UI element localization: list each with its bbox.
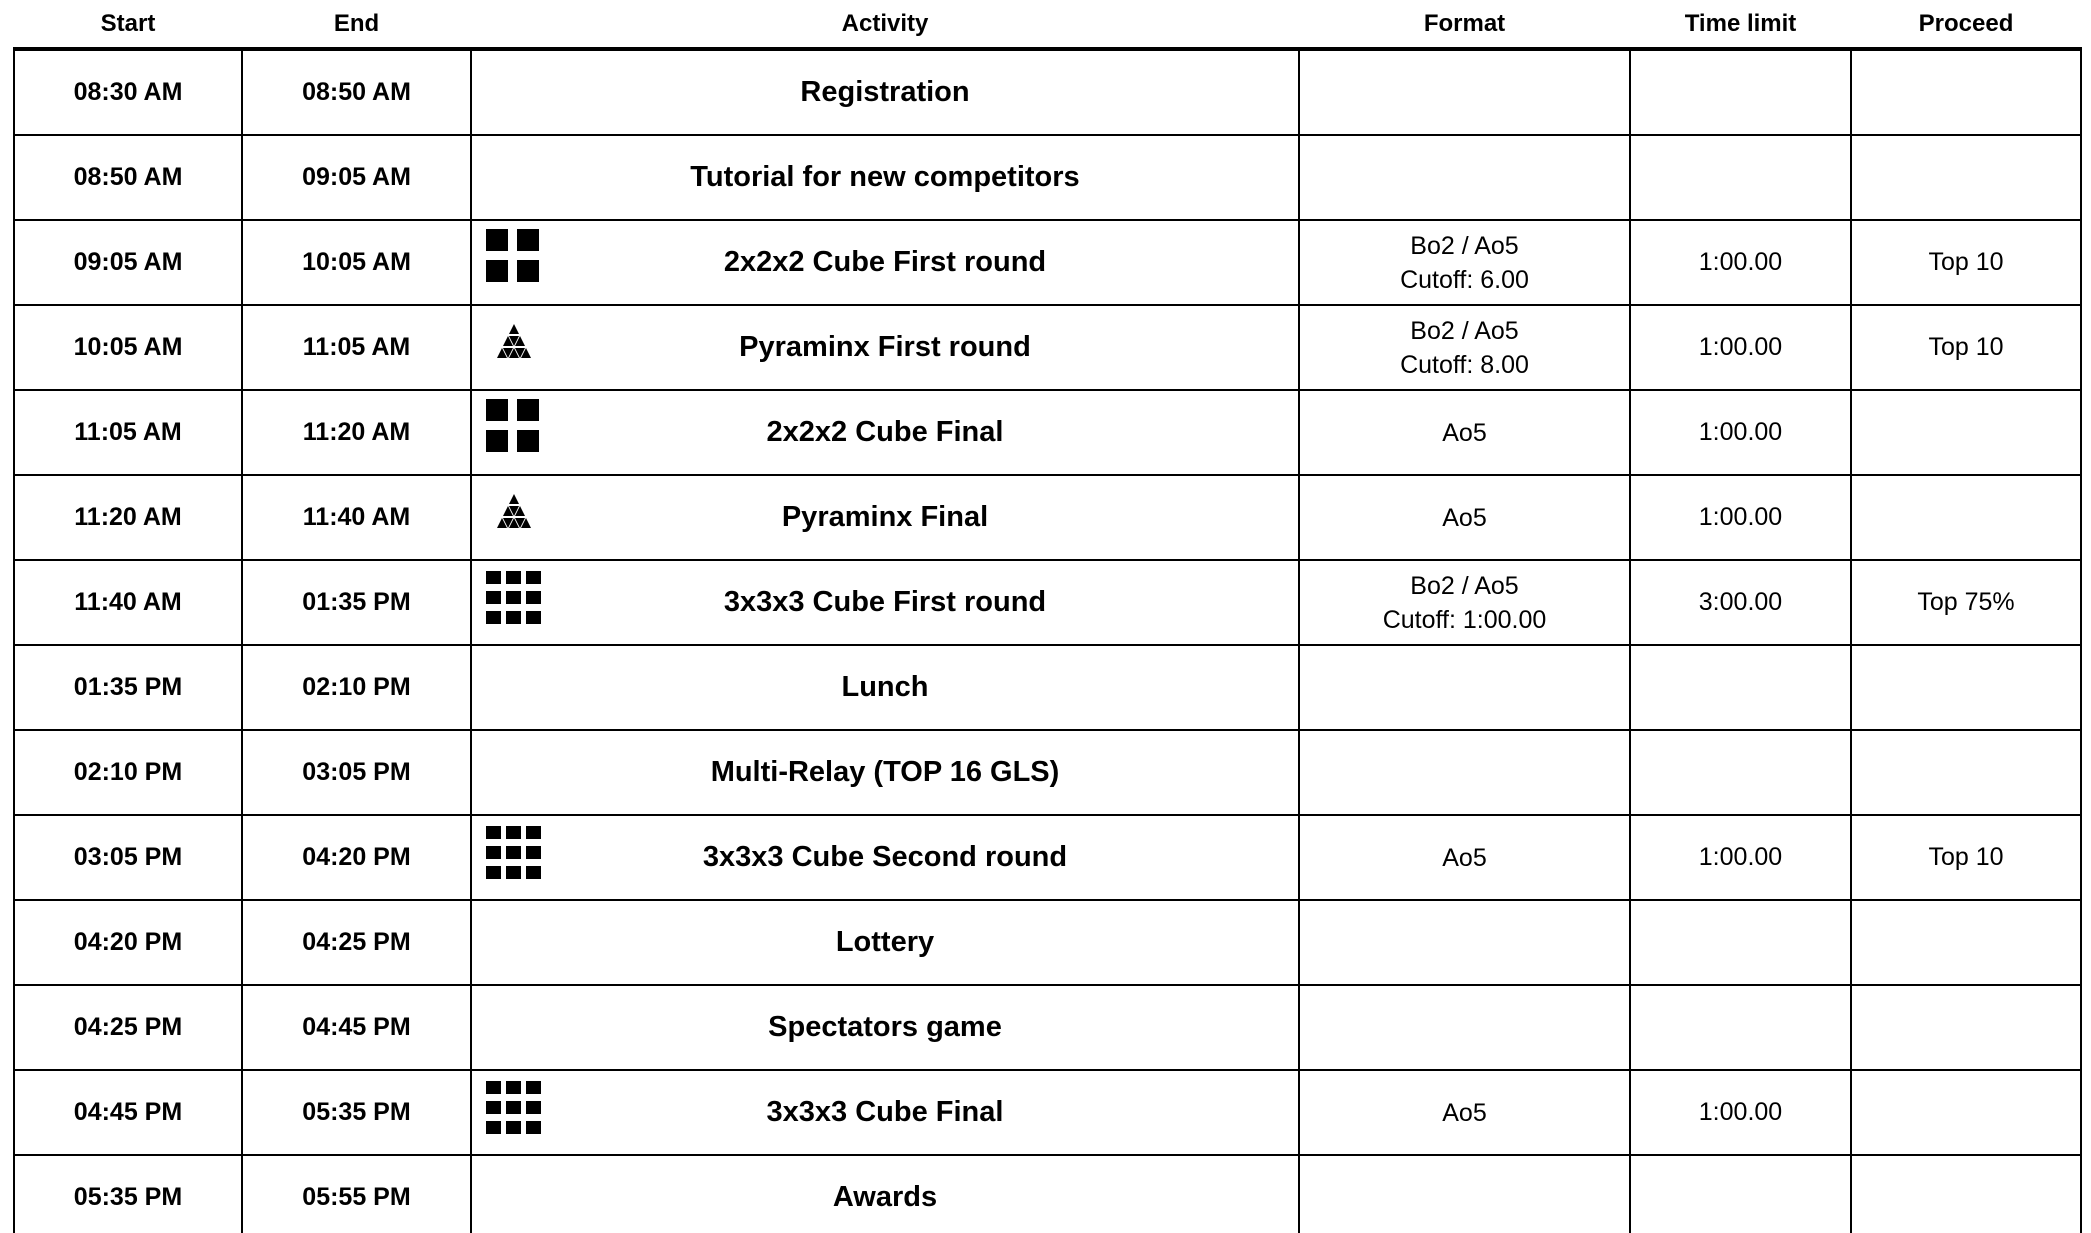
cube-sticker [486, 1121, 501, 1134]
cutoff-line: Cutoff: 6.00 [1400, 265, 1529, 294]
header-proceed: Proceed [1851, 0, 2081, 49]
cube-sticker [506, 1081, 521, 1094]
cube-sticker [526, 1081, 541, 1094]
activity-cell [471, 815, 1299, 900]
activity-cell [471, 390, 1299, 475]
end-time-cell: 08:50 AM [242, 49, 471, 135]
cube-sticker [486, 846, 501, 859]
schedule-table [13, 0, 2082, 1233]
cube-sticker [486, 571, 501, 584]
cube-3x3-icon [486, 1079, 546, 1145]
table-row [14, 135, 2081, 220]
proceed-cell: Top 75% [1851, 560, 2081, 645]
activity-cell [471, 645, 1299, 730]
cube-2x2-icon [486, 229, 542, 293]
format-cell [1299, 305, 1630, 390]
cube-sticker [486, 229, 508, 251]
start-time-cell: 03:05 PM [14, 815, 242, 900]
table-row [14, 49, 2081, 135]
cube-sticker [526, 846, 541, 859]
proceed-cell [1851, 1070, 2081, 1155]
proceed-cell [1851, 135, 2081, 220]
end-time-cell: 01:35 PM [242, 560, 471, 645]
proceed-cell [1851, 49, 2081, 135]
time-limit-cell: 1:00.00 [1630, 475, 1851, 560]
activity-name: 3x3x3 Cube Second round [702, 841, 1068, 873]
proceed-cell: Top 10 [1851, 305, 2081, 390]
format-line: Bo2 / Ao5 [1410, 316, 1519, 345]
proceed-cell: Top 10 [1851, 815, 2081, 900]
time-limit-cell: 1:00.00 [1630, 390, 1851, 475]
table-row [14, 815, 2081, 900]
cube-sticker [486, 399, 508, 421]
cutoff-line: Cutoff: 1:00.00 [1382, 605, 1547, 634]
cube-sticker [506, 591, 521, 604]
format-cell [1299, 135, 1630, 220]
start-time-cell: 04:20 PM [14, 900, 242, 985]
header-format: Format [1299, 0, 1630, 49]
cube-sticker [486, 611, 501, 624]
end-time-cell: 04:25 PM [242, 900, 471, 985]
end-time-cell: 11:20 AM [242, 390, 471, 475]
start-time-cell: 02:10 PM [14, 730, 242, 815]
cube-sticker [526, 611, 541, 624]
pyraminx-icon [486, 484, 542, 548]
proceed-cell [1851, 730, 2081, 815]
table-row [14, 1070, 2081, 1155]
cube-2x2-icon [486, 399, 542, 455]
cube-sticker [526, 1101, 541, 1114]
activity-cell [471, 730, 1299, 815]
format-cell [1299, 475, 1630, 560]
table-row [14, 645, 2081, 730]
end-time-cell: 03:05 PM [242, 730, 471, 815]
cube-sticker [486, 1081, 501, 1094]
end-time-cell: 10:05 AM [242, 220, 471, 305]
cube-sticker [486, 1101, 501, 1114]
cube-sticker [517, 399, 539, 421]
format-cell [1299, 560, 1630, 645]
time-limit-cell: 1:00.00 [1630, 1070, 1851, 1155]
time-limit-cell: 1:00.00 [1630, 815, 1851, 900]
schedule-body [14, 49, 2081, 1233]
table-row [14, 220, 2081, 305]
proceed-cell [1851, 1155, 2081, 1233]
table-row [14, 1155, 2081, 1233]
time-limit-cell: 1:00.00 [1630, 305, 1851, 390]
cube-sticker [526, 866, 541, 879]
cube-sticker [486, 591, 501, 604]
header-end: End [242, 0, 471, 49]
activity-name: 2x2x2 Cube Final [766, 416, 1004, 448]
cube-sticker [517, 430, 539, 452]
activity-name: Awards [832, 1181, 938, 1213]
format-cell [1299, 1155, 1630, 1233]
start-time-cell: 11:40 AM [14, 560, 242, 645]
format-cell [1299, 815, 1630, 900]
cube-sticker [526, 571, 541, 584]
activity-cell [471, 1155, 1299, 1233]
end-time-cell: 04:20 PM [242, 815, 471, 900]
pyraminx-icon [486, 484, 542, 540]
pyraminx-icon [486, 314, 542, 378]
cube-sticker [506, 571, 521, 584]
format-line: Bo2 / Ao5 [1410, 231, 1519, 260]
cube-sticker [517, 229, 539, 251]
table-row [14, 390, 2081, 475]
table-row [14, 985, 2081, 1070]
table-row [14, 560, 2081, 645]
activity-name: Spectators game [768, 1011, 1002, 1043]
time-limit-cell [1630, 645, 1851, 730]
proceed-cell: Top 10 [1851, 220, 2081, 305]
pyraminx-sticker [509, 494, 519, 504]
start-time-cell: 05:35 PM [14, 1155, 242, 1233]
cube-sticker [506, 846, 521, 859]
activity-cell [471, 985, 1299, 1070]
start-time-cell: 10:05 AM [14, 305, 242, 390]
end-time-cell: 11:05 AM [242, 305, 471, 390]
activity-cell [471, 135, 1299, 220]
time-limit-cell [1630, 49, 1851, 135]
format-cell [1299, 900, 1630, 985]
table-row [14, 900, 2081, 985]
format-cell [1299, 645, 1630, 730]
proceed-cell [1851, 475, 2081, 560]
activity-cell [471, 1070, 1299, 1155]
cube-sticker [506, 1121, 521, 1134]
cube-sticker [506, 866, 521, 879]
time-limit-cell [1630, 135, 1851, 220]
activity-name: Multi-Relay (TOP 16 GLS) [710, 756, 1060, 788]
format-line: Ao5 [1442, 503, 1487, 532]
proceed-cell [1851, 985, 2081, 1070]
activity-name: 3x3x3 Cube Final [766, 1096, 1004, 1128]
cube-sticker [526, 591, 541, 604]
start-time-cell: 08:50 AM [14, 135, 242, 220]
start-time-cell: 04:25 PM [14, 985, 242, 1070]
format-cell [1299, 220, 1630, 305]
cube-sticker [486, 430, 508, 452]
format-cell [1299, 730, 1630, 815]
activity-name: Pyraminx First round [739, 331, 1031, 363]
cube-3x3-icon [486, 824, 546, 890]
activity-name: Lunch [841, 671, 929, 703]
end-time-cell: 02:10 PM [242, 645, 471, 730]
format-line: Bo2 / Ao5 [1410, 571, 1519, 600]
format-line: Ao5 [1442, 1098, 1487, 1127]
proceed-cell [1851, 645, 2081, 730]
end-time-cell: 05:35 PM [242, 1070, 471, 1155]
activity-cell [471, 49, 1299, 135]
cube-sticker [486, 866, 501, 879]
activity-name: 3x3x3 Cube First round [723, 586, 1047, 618]
cube-3x3-icon [486, 569, 546, 635]
activity-cell [471, 560, 1299, 645]
activity-cell [471, 475, 1299, 560]
header-time-limit: Time limit [1630, 0, 1851, 49]
format-cell [1299, 49, 1630, 135]
cube-sticker [506, 1101, 521, 1114]
activity-name: Registration [800, 76, 970, 108]
activity-name: 2x2x2 Cube First round [723, 246, 1047, 278]
format-line: Ao5 [1442, 843, 1487, 872]
table-row [14, 305, 2081, 390]
end-time-cell: 05:55 PM [242, 1155, 471, 1233]
start-time-cell: 08:30 AM [14, 49, 242, 135]
cube-sticker [486, 826, 501, 839]
cube-sticker [526, 826, 541, 839]
table-row [14, 730, 2081, 815]
activity-name: Tutorial for new competitors [690, 161, 1080, 193]
cutoff-line: Cutoff: 8.00 [1400, 350, 1529, 379]
proceed-cell [1851, 900, 2081, 985]
time-limit-cell [1630, 730, 1851, 815]
header-start: Start [14, 0, 242, 49]
cube-sticker [526, 1121, 541, 1134]
activity-name: Pyraminx Final [781, 501, 989, 533]
pyraminx-sticker [509, 324, 519, 334]
format-line: Ao5 [1442, 418, 1487, 447]
activity-cell [471, 305, 1299, 390]
cube-3x3-icon [486, 824, 546, 882]
cube-sticker [517, 260, 539, 282]
time-limit-cell: 3:00.00 [1630, 560, 1851, 645]
time-limit-cell: 1:00.00 [1630, 220, 1851, 305]
start-time-cell: 11:05 AM [14, 390, 242, 475]
activity-cell [471, 900, 1299, 985]
start-time-cell: 11:20 AM [14, 475, 242, 560]
start-time-cell: 01:35 PM [14, 645, 242, 730]
cube-sticker [506, 826, 521, 839]
table-row [14, 475, 2081, 560]
format-cell [1299, 390, 1630, 475]
cube-3x3-icon [486, 1079, 546, 1137]
cube-3x3-icon [486, 569, 546, 627]
format-cell [1299, 1070, 1630, 1155]
cube-2x2-icon [486, 399, 542, 463]
cube-sticker [486, 260, 508, 282]
proceed-cell [1851, 390, 2081, 475]
start-time-cell: 09:05 AM [14, 220, 242, 305]
end-time-cell: 09:05 AM [242, 135, 471, 220]
time-limit-cell [1630, 900, 1851, 985]
activity-name: Lottery [835, 926, 935, 958]
header-activity: Activity [471, 0, 1299, 49]
format-cell [1299, 985, 1630, 1070]
pyraminx-icon [486, 314, 542, 370]
time-limit-cell [1630, 1155, 1851, 1233]
end-time-cell: 11:40 AM [242, 475, 471, 560]
cube-2x2-icon [486, 229, 542, 285]
end-time-cell: 04:45 PM [242, 985, 471, 1070]
header-row [14, 0, 2081, 49]
cube-sticker [506, 611, 521, 624]
time-limit-cell [1630, 985, 1851, 1070]
activity-cell [471, 220, 1299, 305]
start-time-cell: 04:45 PM [14, 1070, 242, 1155]
